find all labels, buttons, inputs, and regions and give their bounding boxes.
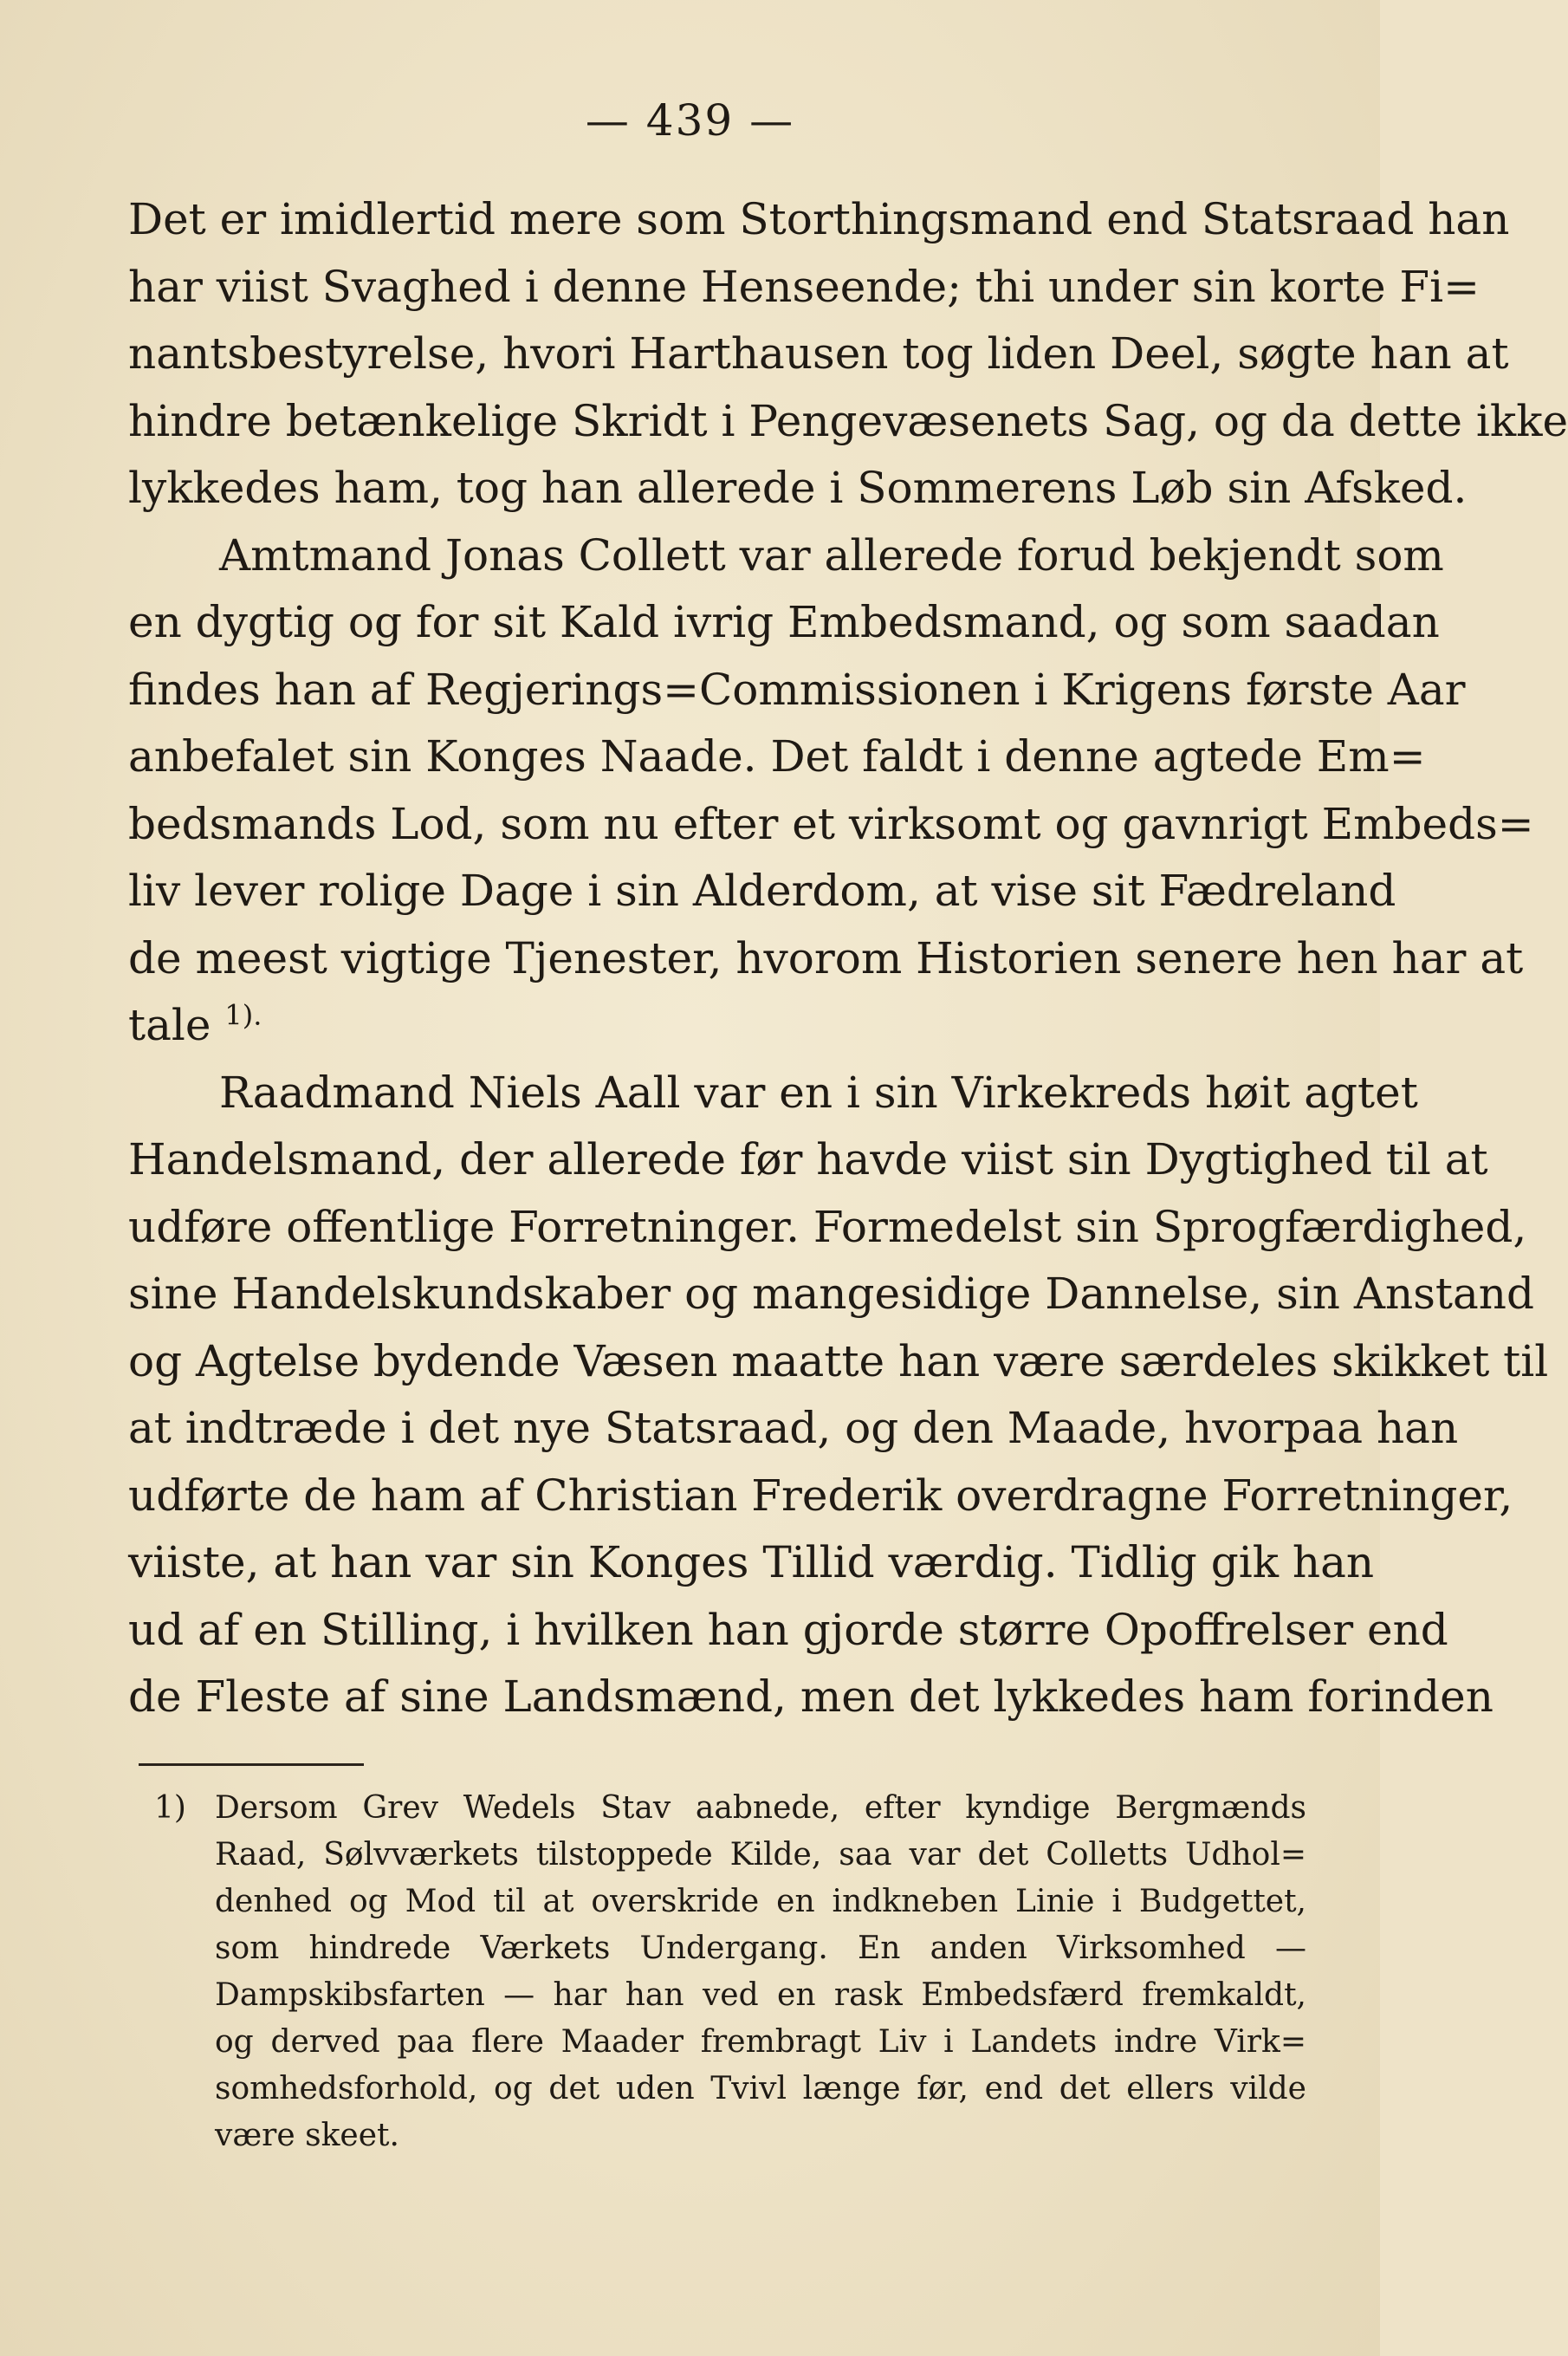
text-line-with-footnote-ref	[128, 992, 1280, 1060]
footnote-line: Dampskibsfarten — har han ved en rask Embedsfærd fremkaldt,	[215, 1977, 1306, 2013]
footnote-line: denhed og Mod til at overskride en indkneben Linie i Budgettet,	[215, 1884, 1306, 1919]
text-line: anbefalet sin Konges Naade. Det faldt i denne agtede Em=	[128, 731, 1426, 782]
text-line: at indtræde i det nye Statsraad, og den Maade, hvorpaa han	[128, 1403, 1459, 1453]
text-line: de Fleste af sine Landsmænd, men det lykkedes ham forinden	[128, 1671, 1493, 1722]
text-line: og Agtelse bydende Væsen maatte han være særdeles skikket til	[128, 1335, 1549, 1386]
text-line: nantsbestyrelse, hvori Harthausen tog liden Deel, søgte han at	[128, 328, 1509, 379]
footnote-divider	[139, 1763, 364, 1766]
text-line: har viist Svaghed i denne Henseende; thi under sin korte Fi=	[128, 261, 1481, 312]
text-line: hindre betænkelige Skridt i Pengevæsenets Sag, og da dette ikke	[128, 395, 1568, 446]
text-line: sine Handelskundskaber og mangesidige Dannelse, sin Anstand	[128, 1269, 1534, 1319]
text-line-fragment: tale	[128, 1000, 211, 1050]
footnote-block	[154, 1785, 1306, 2159]
footnote-marker: 1)	[154, 1790, 186, 1826]
text-line: udføre offentlige Forretninger. Formedelst sin Sprogfærdighed,	[128, 1201, 1527, 1252]
footnote-first-line	[154, 1785, 1306, 1832]
footnote-line: være skeet.	[215, 2118, 399, 2153]
body-text	[128, 186, 1568, 1731]
text-line: Handelsmand, der allerede før havde viist sin Dygtighed til at	[128, 1134, 1488, 1184]
text-line: bedsmands Lod, som nu efter et virksomt og gavnrigt Embeds=	[128, 798, 1534, 849]
text-line: de meest vigtige Tjenester, hvorom Historien senere hen har at	[128, 932, 1524, 983]
footnote-line: somhedsforhold, og det uden Tvivl længe før, end det ellers vilde	[215, 2071, 1306, 2106]
text-line: viiste, at han var sin Konges Tillid værdig. Tidlig gik han	[128, 1537, 1375, 1587]
footnote-line: og derved paa flere Maader frembragt Liv i Landets indre Virk=	[215, 2024, 1306, 2060]
paragraph-first-line: Amtmand Jonas Collett var allerede forud bekjendt som	[219, 529, 1444, 581]
text-line: findes han af Regjerings=Commissionen i Krigens første Aar	[128, 664, 1466, 715]
footnote-reference[interactable]: 1).	[224, 998, 262, 1032]
text-line: Det er imidlertid mere som Storthingsmand end Statsraad han	[128, 194, 1510, 244]
text-line: en dygtig og for sit Kald ivrig Embedsmand, og som saadan	[128, 597, 1440, 647]
text-line: ud af en Stilling, i hvilken han gjorde større Opoffrelser end	[128, 1604, 1448, 1655]
footnote-line: Raad, Sølvværkets tilstoppede Kilde, saa var det Colletts Udhol=	[215, 1837, 1306, 1872]
text-line: liv lever rolige Dage i sin Alderdom, at vise sit Fædreland	[128, 866, 1396, 916]
footnote-line: som hindrede Værkets Undergang. En anden Virksomhed —	[215, 1931, 1306, 1966]
text-line: udførte de ham af Christian Frederik overdragne Forretninger,	[128, 1470, 1513, 1521]
text-line: lykkedes ham, tog han allerede i Sommerens Løb sin Afsked.	[128, 463, 1468, 513]
paragraph-first-line: Raadmand Niels Aall var en i sin Virkekreds høit agtet	[219, 1067, 1418, 1118]
footnote-line-text: Dersom Grev Wedels Stav aabnede, efter kyndige Bergmænds	[215, 1790, 1306, 1826]
page-number: — 439 —	[585, 95, 795, 146]
